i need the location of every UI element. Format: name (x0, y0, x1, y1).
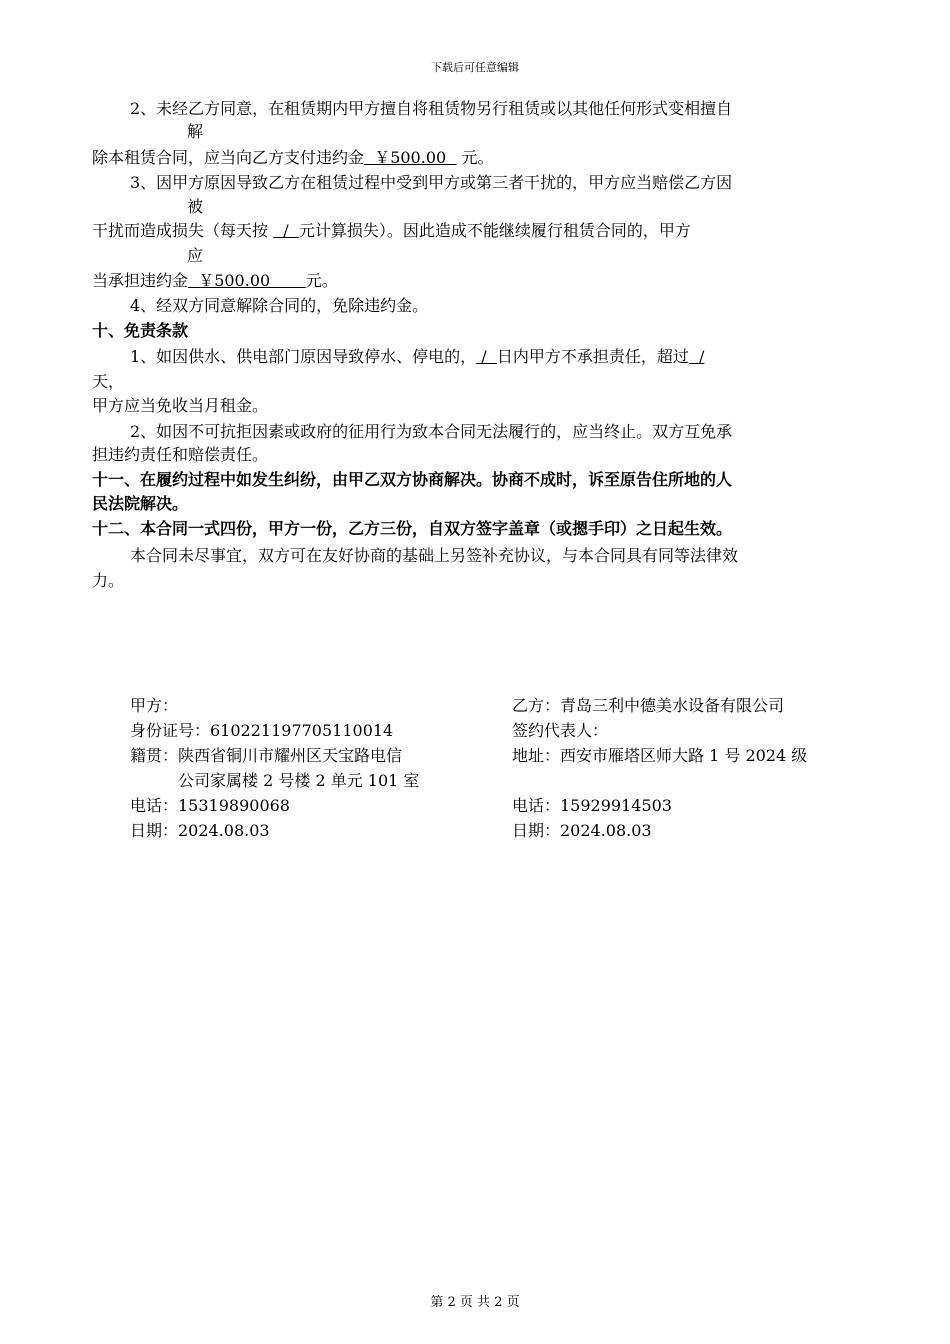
page-footer: 第 2 页 共 2 页 (430, 1295, 520, 1310)
clause9-p3-text3: 当承担违约金 (92, 271, 189, 290)
closing-line1: 本合同未尽事宜，双方可在友好协商的基础上另签补充协议，与本合同具有同等法律效 (130, 546, 739, 565)
party-a-address-line1: 籍贯：陕西省铜川市耀州区天宝路电信 (130, 746, 403, 765)
page-header: 下载后可任意编辑 (431, 61, 519, 74)
party-b-address: 地址：西安市雁塔区师大路 1 号 2024 级 (512, 746, 808, 765)
party-a-phone: 电话：15319890068 (130, 796, 290, 815)
clause10-p2-line1: 2、如因不可抗拒因素或政府的征用行为致本合同无法履行的，应当终止。双方互免承 (130, 422, 733, 441)
clause9-p2-line1: 2、未经乙方同意，在租赁期内甲方擅自将租赁物另行租赁或以其他任何形式变相擅自 (130, 99, 733, 118)
clause10-p2-line2: 担违约责任和赔偿责任。 (92, 445, 269, 464)
clause11-line1: 十一、在履约过程中如发生纠纷，由甲乙双方协商解决。协商不成时，诉至原告住所地的人 (92, 470, 733, 489)
party-a-date: 日期：2024.08.03 (130, 821, 270, 840)
closing-line2: 力。 (92, 571, 125, 590)
party-a-label: 甲方： (130, 696, 179, 715)
clause9-p3-text2: 元计算损失）。因此造成不能继续履行租赁合同的，甲方 (298, 221, 691, 240)
clause9-p2-line2 (92, 147, 493, 169)
clause9-p3-wrap2: 应 (187, 246, 204, 265)
clause11-line2: 民法院解决。 (92, 494, 189, 513)
party-b-rep: 签约代表人： (512, 721, 609, 740)
party-b-block (512, 693, 807, 843)
clause12: 十二、本合同一式四份，甲方一份，乙方三份，自双方签字盖章（或摁手印）之日起生效。 (92, 519, 733, 538)
clause10-title: 十、免责条款 (92, 321, 189, 340)
clause9-p3-line3 (92, 270, 338, 292)
penalty-amount-2: ￥500.00 (188, 271, 306, 290)
party-a-block (130, 693, 419, 843)
penalty-amount-1: ￥500.00 (364, 148, 457, 167)
clause10-p1-line1 (130, 346, 704, 368)
clause9-p3-unit: 元。 (305, 271, 338, 290)
daily-loss-amount: / (273, 221, 299, 240)
party-a-address-line2: 公司家属楼 2 号楼 2 单元 101 室 (178, 771, 420, 790)
clause10-p1-text: 1、如因供水、供电部门原因导致停水、停电的， (130, 347, 477, 366)
clause10-p1-mid: 日内甲方不承担责任，超过 (496, 347, 689, 366)
clause9-p3-line2 (92, 220, 691, 242)
clause9-p3-line1: 3、因甲方原因导致乙方在租赁过程中受到甲方或第三者干扰的，甲方应当赔偿乙方因 (130, 173, 733, 192)
party-b-date: 日期：2024.08.03 (512, 821, 652, 840)
exempt-days: / (476, 347, 497, 366)
clause10-p1-wrap: 天， (92, 372, 125, 391)
party-a-id: 身份证号：610221197705110014 (130, 721, 394, 740)
exceed-days: / (688, 347, 705, 366)
clause10-p1-line2: 甲方应当免收当月租金。 (92, 396, 269, 415)
clause9-p2-unit: 元。 (456, 148, 494, 167)
clause9-p2-wrap: 解 (187, 122, 204, 141)
party-b-phone: 电话：15929914503 (512, 796, 672, 815)
clause9-p3-wrap1: 被 (187, 197, 204, 216)
clause9-p2-text: 除本租赁合同，应当向乙方支付违约金 (92, 148, 365, 167)
clause9-p3-text: 干扰而造成损失（每天按 (92, 221, 274, 240)
party-b-label: 乙方：青岛三利中德美水设备有限公司 (512, 696, 785, 715)
clause9-p4: 4、经双方同意解除合同的，免除违约金。 (130, 296, 429, 315)
party-b-spacer (512, 768, 807, 793)
